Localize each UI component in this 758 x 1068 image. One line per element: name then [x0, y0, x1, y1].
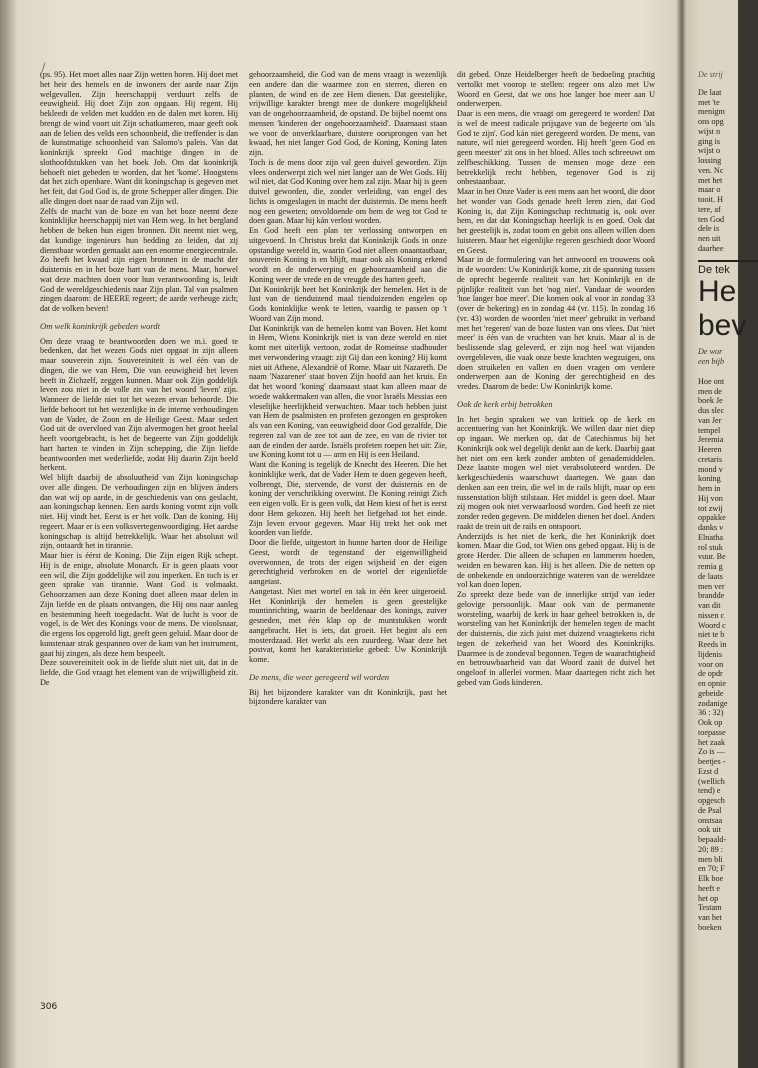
margin-mark: /	[42, 62, 46, 73]
paragraph: Toch is de mens door zijn val geen duivel geworden. Zijn vlees onderwerpt zich wel niet langer aan de Wet Gods. Hij wil niet, dat God Koning over hem zal zijn. Maar hij is geen duivel geworden, die, zonder verleiding, van engel des lichts is omgeslagen in macht der duisternis. De mens heeft nog een geweten; onvoldoende om hem de weg tot God te doen gaan. Maar hij kán verlost worden.	[249, 157, 447, 226]
paragraph: Maar hier is éérst de Koning. Die Zijn eigen Rijk schept. Hij is de enige, absolute Monarch. Er is geen plaats voor een wil, die Zijn goddelijke wil zou inperken. En toch is er geen sprake van tirannie. Want God is volmaakt. Gehoorzamen aan deze Koning doet alleen maar delen in Zijn liefde en de plaats ontvangen, die Hij ons naar aanleg en bestemming heeft toegedacht. Wat de lucht is voor de vogel, is de Wet des Konings voor de mens. De vioolsnaar, die ergens los opgerold ligt, geeft geen geluid. Maar door de kunstenaar strak gespannen over de kam van het instrument, gaat hij zingen, als deze hem bespeelt.	[40, 551, 238, 658]
fragment-line: Elnatha	[698, 532, 724, 542]
fragment-line: men de	[698, 386, 722, 396]
fragment-line: 20; 89 :	[698, 844, 724, 854]
fragment-line: tempel	[698, 425, 721, 435]
fragment-line: heeft e	[698, 883, 721, 893]
fragment-line: De wor	[698, 347, 723, 357]
facing-page-fragment	[698, 70, 747, 1000]
paragraph: gehoorzaamheid, die God van de mens vraagt is wezenlijk een andere dan die waarmee zon en sterren, dieren en planten, de wind en de zee Hem dienen. Dat geestelijke, vrijwillige karakter brengt mee de donkere mogelijkheid van de ongehoorzaamheid, de opstand. De bijbel noemt ons mensen 'kinderen der ongehoorzaamheid'. Daarnaast staan we voor de onverklaarbare, duistere oorsprongen van het kwaad, het niet langer God God, de Koning, Koning laten zijn.	[249, 70, 447, 157]
fragment-line: van dit	[698, 601, 721, 610]
fragment-lines-b	[698, 377, 744, 933]
section-heading: Om welk koninkrijk gebeden wordt	[40, 320, 160, 331]
article-title-line-2: bev	[698, 309, 747, 343]
fragment-line: De laat	[698, 87, 722, 97]
running-head: De strij	[698, 70, 723, 79]
fragment-line: (wellich	[698, 776, 725, 786]
paragraph: dit gebed. Onze Heidelberger heeft de bedoeling prachtig vertolkt met voorop te stellen: regeer ons alzo met Uw Woord en Geest, dat we ons hoe langer hoe meer aan U onderwerpen.	[457, 70, 655, 109]
fragment-line: cretaris	[698, 454, 723, 464]
paragraph: (ps. 95). Het moet alles naar Zijn wetten horen. Hij doet met het heir des hemels en de inwoners der aarde naar Zijn welgevallen. Zijn heerschappij verduurt zelfs de eeuwigheid. Hij doet Zijn zon opgaan. Hij regent. Hij bekleedt de velden met kudden en de dalen met koren. Hij brengt de wind voort uit Zijn schatkameren, maar geeft ook aan de lelien des velds een schoonheid, die treffender is dan de kunstmatige schoonheid van Salomo's paleis. Van dat koninkrijk spreekt God machtige dingen in de slothoofdstukken van het boek Job. Om dat koninkrijk behoeft niet gebeden te worden, dat het 'kome'. Hoogstens dat het zich openbare. Want dit koningschap is gegeven met het feit, dat God God is, de grote Schepper aller dingen. Die alle dingen doet naar de raad van Zijn wil.	[40, 70, 238, 206]
fragment-line: de laats	[698, 571, 723, 581]
fragment-line: wijst o	[698, 146, 721, 156]
fragment-line: Reeds in	[698, 640, 727, 649]
fragment-line: Woord c	[698, 620, 726, 630]
fragment-line: Testam	[698, 903, 722, 913]
paragraph: In het begin spraken we van kritiek op de kerk en accentuering van het Koninkrijk. We willen daar niet diep op ingaan. We merken op, dat de Catechismus bij het Koninkrijk ook wel degelijk denkt aan de kerk. Daarbij gaat het niet om een kerk zonder ambten of genademiddelen. Deze laatste mogen wel niet verabsoluteerd worden. De kerkgeschiedenis waarschuwt daartegen. We gaan dan denken aan een trein, die wel in de rails blijft, maar op een tussenstation blijft stilstaan. Het middel is geen doel. Maar zij mogen ook niet verwaarloosd worden. God heeft ze niet zonder reden gegeven. De middelen dienen het doel. Anders raakt de trein uit de rails en ontspoort.	[457, 414, 655, 531]
fragment-line: ging is	[698, 136, 721, 146]
fragment-line: van Jer	[698, 415, 722, 425]
fragment-line: 36 : 32)	[698, 708, 724, 718]
paragraph: Wel blijft daarbij de absoluutheid van Zijn koningschap over alle dingen. De verhoudingen zijn en blijven ánders dan wat wij op aarde, in de geschiedenis van ons geslacht, aan koningschap kennen. Een aards koning vormt zijn volk niet. Hij vindt het. Eerst is er het volk. Dan de koning. Hij regeert. Maar er is een volksvertegenwoordiging. Het aardse koningschap is altijd betrekkelijk. Waar het absoluut wil zijn, ontaardt het in tirannie.	[40, 473, 239, 551]
fragment-line: en opnie	[698, 679, 726, 688]
paragraph: Dat Koninkrijk van de hemelen komt van Boven. Het komt in Hem, Wiens Koninkrijk niet is van deze wereld en niet komt met uiterlijk vertoon, zodat de Romeinse stadhouder met verwondering vraagt: zijt Gij dan een koning? Hij komt niet uit Athene, Alexandrië of Rome. Maar uit Nazareth. De naam 'Nazarener' staat boven Zijn hoofd aan het kruis. En dat het woord 'koning' daarnaast staat kan alleen maar de woede wakkermaken van allen, die voor Israëls Messias een vleselijke heerlijkheid verwachten. Maar toch hebben juist van Hem de psalmisten en profeten gezongen en gesproken als van een Koning, van eeuwigheid door God gezalfde, Die regeren zal van de zee tot aan de zee, en van de rivier tot aan de einden der aarde. Israëls profeten roepen het uit: Zie, uw Koning komt tot u — arm en Hij is een Heiland.	[249, 323, 447, 460]
paragraph: Dat Koninkrijk heet het Koninkrijk der hemelen. Het is de lust van de tienduizend maal tienduizenden engelen op Gods koninklijke wenk te letten, vaardig te passen op 't Woord van Zijn mond.	[249, 284, 447, 323]
fragment-line: maar o	[698, 185, 721, 195]
fragment-line: de Psal	[698, 805, 722, 815]
fragment-line: vuur. Be	[698, 552, 726, 562]
paragraph: Aangetast. Niet met wortel en tak in één keer uitgeroeid. Het Koninkrijk der hemelen is geen geestelijke muntinrichting, waarin de beeldenaar des konings, zuiver gesneden, met één klap op de muntstukken wordt aangebracht. Het is iets, dat groeit. Het begint als een mosterdzaad. Het werkt als een zuurdeeg. Waar deze het postvat, komt het karakteristieke gebed: Uw Koninkrijk kome.	[249, 586, 447, 664]
text-column-2	[249, 70, 447, 1005]
paragraph: Maar in de formulering van het antwoord en trouwens ook in de woorden: Uw Koninkrijk kome, zit de spanning tussen de oprecht begeerde realiteit van het Koninkrijk en de pijnlijke realiteit van het 'nog niet'. Vandaar de woorden 'hoe langer hoe meer'. Die komen ook al voor in zondag 33 (over de bekering) en in zondag 44 (vr. 115). In zondag 16 (vr. 43) worden de woorden 'niet meer' gebruikt in verband met het 'regeren' van de boze lusten van ons vlees. Dat 'niet meer' is één van de vruchten van het kruis. Maar al is de beslissende slag geleverd, er zijn nog heel wat vijanden overgebleven, die vaak onze beste krachten wegzuigen, ons doen struikelen en vallen en doen vragen om verdere onderwerpen aan de Koning der gerechtigheid en des vredes. Daarom de bede: Uw Koninkrijk kome.	[457, 255, 655, 391]
fragment-line: remia g	[698, 562, 723, 571]
fragment-line: tooit. H	[698, 195, 724, 204]
fragment-line: Elk boe	[698, 874, 724, 883]
page-number: 306	[40, 1002, 58, 1012]
fragment-line: men ver	[698, 581, 725, 591]
fragment-line: Hij von	[698, 493, 723, 503]
fragment-line: danks v	[698, 523, 724, 532]
fragment-line: met het	[698, 175, 723, 185]
fragment-line: zodanige	[698, 698, 728, 708]
paragraph: Deze souvereiniteit ook in de liefde sluit niet uit, dat in de liefde, die God vraagt het element van de vrijwilligheid zit. De	[40, 658, 238, 687]
fragment-line: onstsaa	[698, 815, 723, 825]
divider	[698, 260, 758, 262]
fragment-line: opgesch	[698, 796, 725, 805]
paragraph: Om deze vraag te beantwoorden doen we m.i. goed te bedenken, dat het wezen Gods niet opgaat in zijn alleen maar souverein zijn. Souvereiniteit is wel één van de dingen, die we van Hem, Die van eeuwigheid het leven heeft in Zichzelf, zeggen kunnen. Maar ook Zijn goddelijk leven zou niet in de volle zin van het woord 'leven' zijn. Wanneer de liefde niet tot het wezen ervan behoorde. Die liefde behoort tot het wezenlijke in de interne verhoudingen van de Vader, de Zoon en de Heilige Geest. Maar sedert God uit de overvloed van Zijn alvermogen het groot heelal heeft voortgebracht, is het de begeerte van Zijn goddelijk hart harten te vinden in Zijn schepping, die Zijn liefde beantwoorden met wederliefde, zodat Hij daarin Zijn beeld herkent.	[40, 336, 238, 473]
fragment-line: rol stuk	[698, 542, 723, 552]
fragment-line: een bijb	[698, 357, 725, 366]
fragment-line: ook uit	[698, 825, 721, 835]
fragment-line: de opdr	[698, 669, 723, 679]
fragment-line: lossing	[698, 156, 722, 165]
paragraph: Maar in het Onze Vader is een mens aan het woord, die door het wonder van Gods genade heeft leren zien, dat God Koning is, dat Zijn Koningschap rechtmatig is, ook over hem, en dat dat Koningschap heerlijk is en goed. Ook dat het geestelijk is, zodat toom en gebit ons alleen willen doen luisteren. Maar het eigenlijke regeren geschiedt door Woord en Geest.	[457, 187, 655, 255]
fragment-line: koning	[698, 474, 721, 484]
paragraph: Daar is een mens, die vraagt om geregeerd te worden! Dat is wel de meest radicale prijsgave van de begeerte om 'als God te zijn'. God kán niet geregeerd worden. De mens, van nature, wil niet geregeerd worden. Hij heeft 'geen God en geen meester' zit ons in het bloed. Alles toch schreeuwt om zelfbeschikking. Tussen de mensen moge deze een betrekkelijk recht hebben, tegenover God is zij onbestaanbaar.	[457, 109, 655, 187]
fragment-line: men bli	[698, 854, 723, 864]
fragment-line: boek Je	[698, 396, 723, 406]
fragment-line: voor on	[698, 659, 724, 669]
article-lead	[698, 347, 744, 367]
fragment-line: tere, af	[698, 204, 721, 214]
fragment-line: niet te b	[698, 630, 725, 640]
fragment-line: Jeremia	[698, 435, 724, 445]
paragraph: Bij het bijzondere karakter van dit Koninkrijk, past het bijzondere karakter van	[249, 687, 447, 707]
fragment-line: oppakke	[698, 513, 726, 523]
fragment-line: met 'te	[698, 97, 720, 107]
fragment-line: beetjes -	[698, 757, 726, 766]
fragment-line: nissen c	[698, 610, 725, 620]
fragment-line: ten God	[698, 214, 725, 224]
text-column-1	[40, 70, 238, 1000]
fragment-line: ons opg	[698, 117, 724, 126]
paragraph: Zelfs de macht van de boze en van het boze neemt deze koninklijke heerschappij niet van Hem weg. In het bergland hebben de beken hun eigen bronnen. Dit neemt niet weg, dat kundige ingenieurs hun bedding zo leiden, dat zij dienstbaar worden gemaakt aan een enorme energiecentrale. Zo heeft het kwaad zijn eigen bronnen in de macht der duisternis en in het boze hart van de mens. Maar, hoewel wat deze machten doen voor hun verantwoording is, leidt God de wereldgeschiedenis naar Zijn plan. Tal van psalmen zingen daarom: de HEERE regeert; de aarde verheuge zich; dat de volken beven!	[40, 206, 238, 313]
fragment-line: nen uit	[698, 234, 721, 243]
text-column-3	[457, 70, 655, 1000]
fragment-line: lijdenis	[698, 649, 723, 659]
fragment-line: Ook op	[698, 718, 723, 727]
fragment-line: Ezst d	[698, 766, 719, 776]
paragraph: Zo spreekt deze bede van de innerlijke strijd van ieder gelovige persoonlijk. Maar ook van de permanente worsteling, waarbij de kerk in haar geheel betrokken is, de worsteling van het Koninkrijk der hemelen tegen de macht der duisternis, die zich juist met duizend vraagtekens richt tegen de zekerheid van het Woord des Koninkrijks. Daarmee is de zondeval begonnen. Tegen de waarachtigheid en betrouwbaarheid van dat Woord zaait de duivel het ongeloof in allerlei vormen. Maar daartegen richt zich het gebed van Gods kinderen.	[457, 590, 655, 687]
fragment-line: Zo is —	[698, 747, 725, 757]
paragraph: Door die liefde, uitgestort in hunne harten door de Heilige Geest, wordt de tegenstand der eigenwilligheid overwonnen, de trots der eigen wijsheid en der eigen gerechtigheid verbroken en de wortel der eigenliefde aangetast.	[249, 538, 447, 586]
fragment-line: en 70; F	[698, 864, 725, 874]
fragment-line: dele is	[698, 224, 720, 234]
fragment-line: wijst n	[698, 126, 721, 136]
fragment-line: Hoe ont	[698, 376, 725, 386]
paragraph: En God heeft een plan ter verlossing ontworpen en uitgevoerd. In Christus brekt dat Koninkrijk Gods in onze opstandige wereld in, waarin God niet alleen onaantastbaar, souverein Koning is en blijft, maar ook als Koning erkend wordt en de onderwerping en gehoorzaamheid aan die Koning weer de vrede en de vreugde des harten geeft.	[249, 226, 447, 284]
fragment-line: gebeide	[698, 688, 724, 698]
article-title-line-1: He	[698, 275, 737, 309]
fragment-line: brandde	[698, 591, 725, 601]
fragment-line: het zaak	[698, 737, 726, 747]
paragraph: Anderzijds is het niet de kerk, die het Koninkrijk doet komen. Maar die God, tot Wien ons gebed opgaat. Hij is de grote Herder. Die alleen de schapen en lammeren hoeden, weiden en bewaren kan. Hij is het alleen. Die de netten op de onbekende en ondoorzichtige wateren van de wereldzee vol kan doen lopen.	[457, 531, 655, 590]
fragment-line: mond v	[698, 464, 723, 474]
fragment-line: tot zwij	[698, 503, 723, 513]
fragment-lines-a	[698, 88, 744, 254]
fragment-line: hem in	[698, 484, 721, 493]
paragraph: Want die Koning is tegelijk de Knecht des Heeren. Die het koninklijke werk, dat de Vader Hem te doen gegeven heeft, volbrengt, Die, stervende, de vorst der duisternis en de koning der verschrikking overwint. De Koning reinigt Zich een eigen volk. Er is geen volk, dat Hem kiest of het is eerst door Hem gekozen. Hij heeft het liefgehad tot het einde. Zijn leven ervoor gegeven. Maar Hij trekt het ook met koorden van liefde.	[249, 460, 447, 538]
section-heading: Ook de kerk erbij betrokken	[457, 398, 553, 409]
fragment-line: daarhee	[698, 243, 724, 253]
fragment-line: tend) e	[698, 786, 721, 796]
fragment-line: het op	[698, 893, 719, 903]
fragment-line: Heeren	[698, 445, 722, 454]
fragment-line: bepaald-	[698, 835, 727, 844]
fragment-line: toepasse	[698, 727, 726, 737]
section-heading: De mens, die weer geregeerd wil worden	[249, 671, 390, 682]
fragment-line: ven. Nc	[698, 165, 724, 175]
article-kicker: De tek	[698, 263, 730, 276]
fragment-line: menigm	[698, 107, 725, 117]
fragment-line: boeken	[698, 922, 722, 932]
fragment-line: van het	[698, 913, 722, 922]
fragment-line: dus slec	[698, 406, 725, 415]
